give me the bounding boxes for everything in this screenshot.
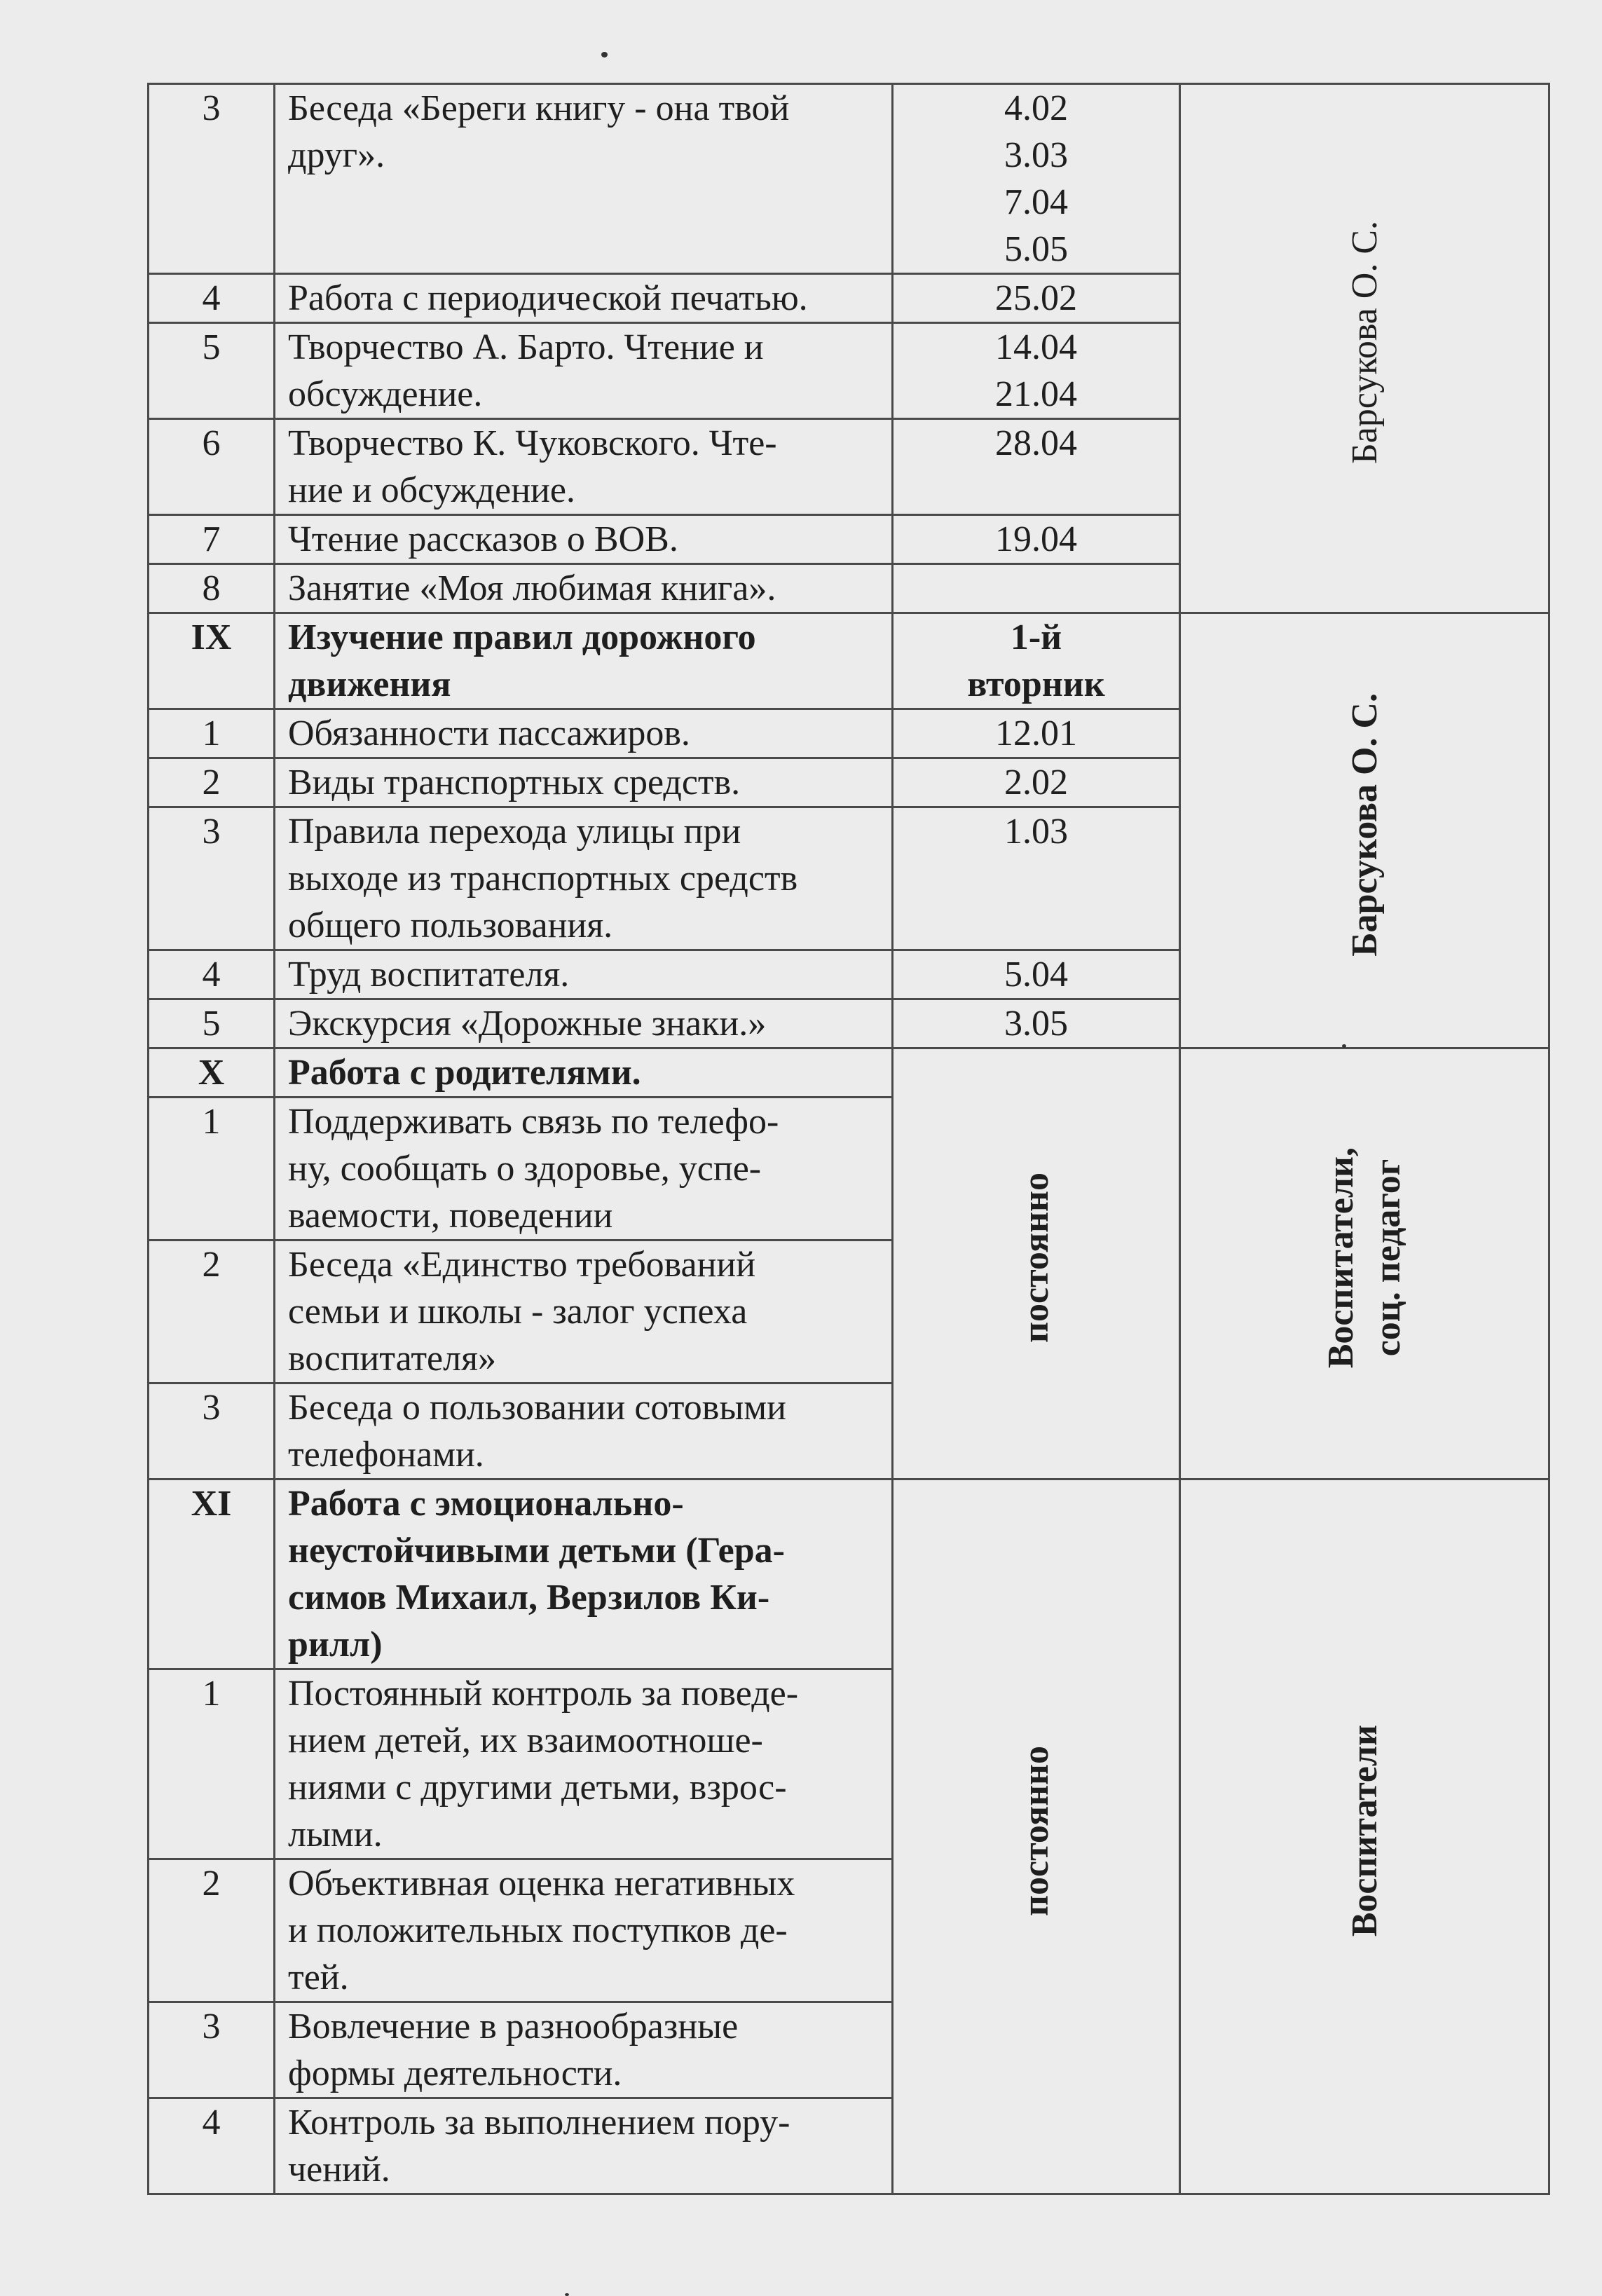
- row-topic: Труд воспитателя.: [275, 950, 893, 999]
- row-topic: Чтение рассказов о ВОВ.: [275, 515, 893, 564]
- date-cell: постоянно: [893, 1480, 1180, 2194]
- row-topic: Обязанности пассажиров.: [275, 709, 893, 758]
- scan-speck: [601, 52, 608, 57]
- row-number: 1: [149, 1669, 275, 1859]
- row-number: 2: [149, 758, 275, 807]
- row-topic: Поддерживать связь по телефо- ну, сообщать о здоровье, успе- ваемости, поведении: [275, 1098, 893, 1241]
- row-topic: Беседа о пользовании сотовыми телефонами.: [275, 1383, 893, 1480]
- scan-speck: [1342, 1044, 1346, 1048]
- row-topic: Объективная оценка негативных и положительных поступков де- тей.: [275, 1859, 893, 2002]
- row-number: 6: [149, 419, 275, 515]
- responsible-cell: Барсукова О. С.: [1180, 613, 1549, 1048]
- row-number: 1: [149, 709, 275, 758]
- row-topic: Беседа «Единство требований семьи и школы - залог успеха воспитателя»: [275, 1241, 893, 1383]
- table-row: [149, 84, 1549, 274]
- row-number: 7: [149, 515, 275, 564]
- row-date: 1.03: [893, 807, 1180, 950]
- row-number: 2: [149, 1241, 275, 1383]
- row-number: 5: [149, 323, 275, 419]
- section-header-row: [149, 1048, 1549, 1098]
- activity-plan-table: [147, 83, 1550, 2195]
- section-title: Изучение правил дорожного движения: [275, 613, 893, 709]
- row-topic: Экскурсия «Дорожные знаки.»: [275, 999, 893, 1048]
- row-date: [893, 564, 1180, 613]
- scan-speck: [565, 2293, 569, 2296]
- row-number: 3: [149, 807, 275, 950]
- row-topic: Контроль за выполнением пору- чений.: [275, 2098, 893, 2194]
- row-topic: Работа с периодической печатью.: [275, 274, 893, 323]
- row-topic: Творчество А. Барто. Чтение и обсуждение.: [275, 323, 893, 419]
- row-date: 3.05: [893, 999, 1180, 1048]
- row-topic: Творчество К. Чуковского. Чте- ние и обсуждение.: [275, 419, 893, 515]
- section-title: Работа с родителями.: [275, 1048, 893, 1098]
- section-date: 1-й вторник: [893, 613, 1180, 709]
- row-topic: Занятие «Моя любимая книга».: [275, 564, 893, 613]
- date-cell: постоянно: [893, 1048, 1180, 1480]
- row-topic: Постоянный контроль за поведе- нием детей, их взаимоотноше- ниями с другими детьми, взрос- лыми.: [275, 1669, 893, 1859]
- row-number: 4: [149, 2098, 275, 2194]
- section-header-row: [149, 613, 1549, 709]
- row-number: 3: [149, 2002, 275, 2098]
- responsible-cell: Воспитатели: [1180, 1480, 1549, 2194]
- row-number: 3: [149, 84, 275, 274]
- row-number: 1: [149, 1098, 275, 1241]
- row-number: 8: [149, 564, 275, 613]
- row-number: 4: [149, 274, 275, 323]
- row-date: 28.04: [893, 419, 1180, 515]
- row-date: 12.01: [893, 709, 1180, 758]
- section-number: IX: [149, 613, 275, 709]
- row-date: 5.04: [893, 950, 1180, 999]
- row-date: 14.04 21.04: [893, 323, 1180, 419]
- row-topic: Виды транспортных средств.: [275, 758, 893, 807]
- responsible-cell: Барсукова О. С.: [1180, 84, 1549, 613]
- row-date: 4.02 3.03 7.04 5.05: [893, 84, 1180, 274]
- row-topic: Правила перехода улицы при выходе из транспортных средств общего пользования.: [275, 807, 893, 950]
- row-number: 3: [149, 1383, 275, 1480]
- row-topic: Вовлечение в разнообразные формы деятельности.: [275, 2002, 893, 2098]
- row-topic: Беседа «Береги книгу - она твой друг».: [275, 84, 893, 274]
- section-header-row: [149, 1480, 1549, 1669]
- row-number: 5: [149, 999, 275, 1048]
- row-date: 2.02: [893, 758, 1180, 807]
- row-number: 4: [149, 950, 275, 999]
- row-date: 19.04: [893, 515, 1180, 564]
- section-number: XI: [149, 1480, 275, 1669]
- row-number: 2: [149, 1859, 275, 2002]
- row-date: 25.02: [893, 274, 1180, 323]
- section-title: Работа с эмоционально- неустойчивыми детьми (Гера- симов Михаил, Верзилов Ки- рилл): [275, 1480, 893, 1669]
- section-number: X: [149, 1048, 275, 1098]
- responsible-cell: Воспитатели, соц. педагог: [1180, 1048, 1549, 1480]
